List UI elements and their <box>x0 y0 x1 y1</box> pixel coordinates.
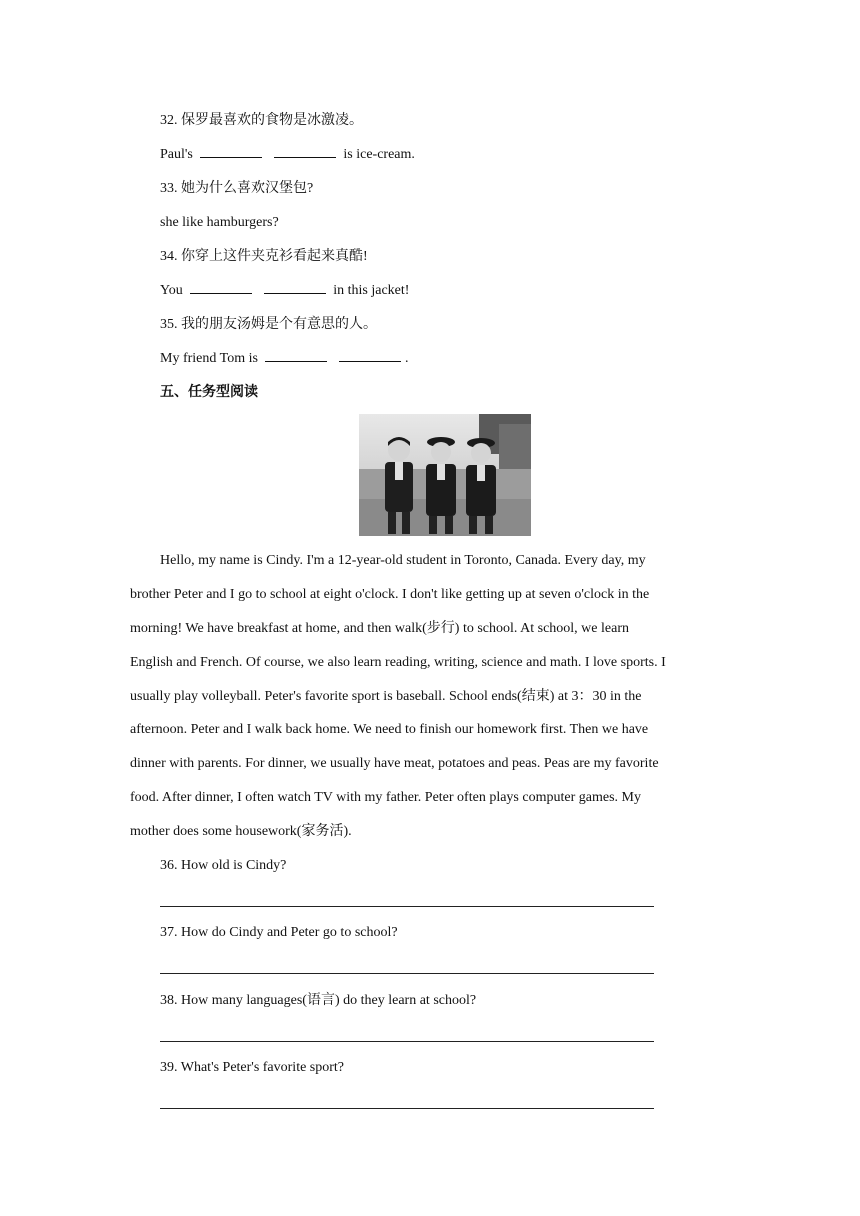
question-36: 36. How old is Cindy? <box>160 858 287 873</box>
answer-line-36[interactable] <box>160 906 654 907</box>
exercise-34-pre: You <box>160 283 183 298</box>
passage-line-8: food. After dinner, I often watch TV with my father. Peter often plays computer games. My <box>130 790 641 805</box>
exercise-34-prompt: 34. 你穿上这件夹克衫看起来真酷! <box>160 249 368 264</box>
exercise-34-post: in this jacket! <box>333 283 410 298</box>
exercise-33-prompt: 33. 她为什么喜欢汉堡包? <box>160 181 314 196</box>
exercise-32-post: is ice-cream. <box>343 147 415 162</box>
exercise-32-blank-1[interactable] <box>200 145 262 158</box>
answer-line-37[interactable] <box>160 973 654 974</box>
exercise-35-pre: My friend Tom is <box>160 351 258 366</box>
exercise-33-sentence: she like hamburgers? <box>160 215 279 230</box>
exercise-35-blank-1[interactable] <box>265 349 327 362</box>
passage-line-2: brother Peter and I go to school at eight o'clock. I don't like getting up at seven o'clock in the <box>130 587 650 602</box>
question-38: 38. How many languages(语言) do they learn at school? <box>160 993 477 1008</box>
exercise-32-pre: Paul's <box>160 147 193 162</box>
answer-line-39[interactable] <box>160 1108 654 1109</box>
passage-line-4: English and French. Of course, we also learn reading, writing, science and math. I love sports. I <box>130 655 666 670</box>
exercise-35-prompt: 35. 我的朋友汤姆是个有意思的人。 <box>160 317 377 332</box>
exercise-32-blank-2[interactable] <box>274 145 336 158</box>
exercise-32-prompt: 32. 保罗最喜欢的食物是冰激凌。 <box>160 113 363 128</box>
passage-line-3: morning! We have breakfast at home, and then walk(步行) to school. At school, we learn <box>130 621 629 636</box>
section-heading: 五、任务型阅读 <box>160 384 258 400</box>
question-39: 39. What's Peter's favorite sport? <box>160 1060 345 1075</box>
question-37: 37. How do Cindy and Peter go to school? <box>160 925 398 940</box>
passage-line-7: dinner with parents. For dinner, we usually have meat, potatoes and peas. Peas are my favorite <box>130 756 659 771</box>
exercise-35-post: . <box>404 351 409 366</box>
exercise-35-blank-2[interactable] <box>339 349 401 362</box>
exercise-34-sentence <box>160 281 409 301</box>
exercise-34-blank-2[interactable] <box>264 281 326 294</box>
exercise-35-sentence <box>160 349 408 369</box>
exercise-32-sentence <box>160 145 415 165</box>
answer-line-38[interactable] <box>160 1041 654 1042</box>
exercise-34-blank-1[interactable] <box>190 281 252 294</box>
passage-line-5: usually play volleyball. Peter's favorite sport is baseball. School ends(结束) at 3：30 in the <box>130 689 642 704</box>
passage-line-9: mother does some housework(家务活). <box>130 824 352 839</box>
passage-line-6: afternoon. Peter and I walk back home. We need to finish our homework first. Then we have <box>130 722 649 737</box>
photo-three-students-icon <box>359 414 531 536</box>
passage-line-1: Hello, my name is Cindy. I'm a 12-year-old student in Toronto, Canada. Every day, my <box>160 553 646 568</box>
